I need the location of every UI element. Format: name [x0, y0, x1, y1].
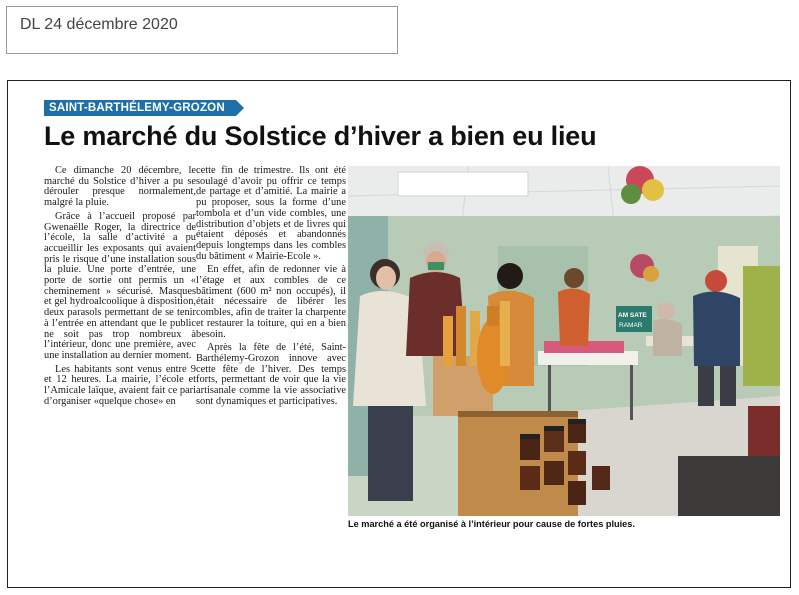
article-clipping	[7, 80, 791, 588]
paragraph: cette fin de trimestre. Ils ont été soulagé d’avoir pu offrir ce temps de partage et d’amitié. La mairie a pu proposer, sous la forme d’une tombola et d’un vide combles, une distribution d’objets et de livres qui étaient déposés et abandonnés depuis longtemps dans les combles du bâtiment « Mairie-Ecole ».	[196, 165, 346, 262]
paragraph: Après la fête de l’été, Saint-Barthélemy-Grozon innove avec cette fête de l’hiver. Des temps forts, permettant de voir que la vie artisanale comme la vie associative sont dynamiques et participatives.	[196, 342, 346, 407]
paragraph: Ce dimanche 20 décembre, le marché du Solstice d’hiver a pu se dérouler presque normalement, malgré la pluie.	[44, 165, 196, 209]
headline: Le marché du Solstice d’hiver a bien eu lieu	[44, 121, 597, 151]
market-photo	[348, 166, 780, 516]
paragraph: Les habitants sont venus entre 9 et 12 heures. La mairie, l’école et l’Amicale laïque, avaient fait ce pari d’organiser «quelque chose» en	[44, 363, 196, 407]
paragraph: En effet, afin de redonner vie à l’étage et aux combles de ce bâtiment (600 m² non occupés), il était nécessaire de libérer les combles, afin de traiter la charpente et restaurer la toiture, qui en a bien besoin.	[196, 264, 346, 340]
dateline-text: DL 24 décembre 2020	[20, 16, 178, 33]
photo-caption: Le marché a été organisé à l’intérieur pour cause de fortes pluies.	[348, 519, 635, 529]
photo-sign-text: AM SATE	[618, 312, 647, 319]
article-column-1	[44, 166, 196, 410]
paragraph: Grâce à l’accueil proposé par Gwenaëlle Roger, la directrice de l’école, la salle d’activité a pu accueillir les exposants qui avaient pris le risque d’une installation sous la pluie. Une porte d’entrée, une porte de sortie ont permis un « cheminement » sécurisé. Masques et gel hydroalcoolique à disposition, deux parasols permettant de se tenir à l’entrée en attendant que le public ne soit pas trop nombreux à l’intérieur, donc une première, avec une installation au dernier moment.	[44, 210, 196, 361]
dateline-box	[6, 6, 398, 54]
article-column-2	[196, 166, 346, 410]
svg-text:RAMAR: RAMAR	[619, 322, 643, 329]
kicker-label: SAINT-BARTHÉLEMY-GROZON	[44, 100, 236, 116]
market-photo-illustration	[348, 166, 780, 516]
kicker-arrow-icon	[236, 100, 244, 116]
kicker-banner	[44, 100, 244, 116]
